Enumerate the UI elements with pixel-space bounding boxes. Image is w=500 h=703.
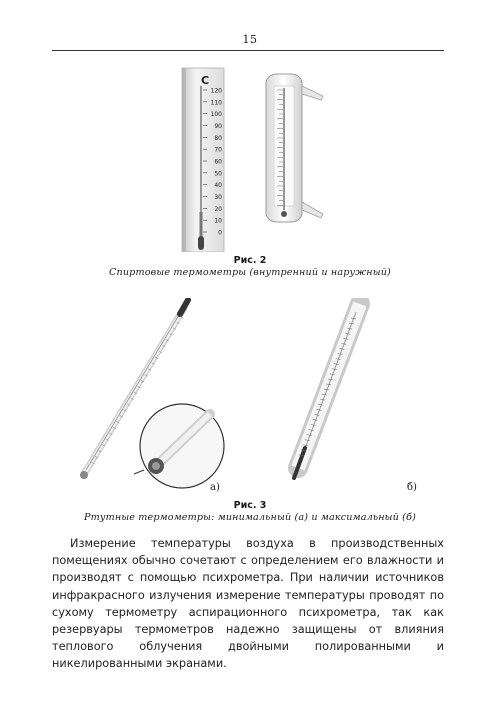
scale-tick-label: 40 xyxy=(214,182,222,190)
mercury-thermometers-illustration xyxy=(70,298,430,494)
scale-tick-label: 100 xyxy=(210,111,222,119)
scale-tick-label: 20 xyxy=(214,205,222,213)
page-number: 15 xyxy=(242,33,258,46)
scale-tick-label: 110 xyxy=(210,99,222,107)
figure-2-caption-title: Рис. 2 xyxy=(233,255,267,266)
figure-3-label-b: б) xyxy=(407,482,417,493)
scale-tick-label: 0 xyxy=(218,229,222,237)
thermometers-illustration xyxy=(178,64,326,252)
figure-3-image xyxy=(70,298,430,494)
scale-tick-label: 50 xyxy=(214,170,222,178)
maximum-thermometer xyxy=(294,304,360,478)
scale-tick-label: 60 xyxy=(214,158,222,166)
body-text xyxy=(52,535,444,673)
magnifier-inset xyxy=(134,404,224,488)
body-paragraph: Измерение температуры воздуха в производственных помещениях обычно сочетают с определением его влажности и производят с помощью психрометра. При наличии источников инфракрасного излучения измерение температуры проводят по сухому термометру аспирационного психрометра, так как резервуары термометров надежно защищены от влияния теплового облучения двойными полированными и никелированными экранами. xyxy=(52,537,444,671)
alcohol-bulb xyxy=(198,236,204,250)
figure-2-image xyxy=(178,64,326,252)
scale-tick-label: 80 xyxy=(214,134,222,142)
scale-unit-label: C xyxy=(200,74,210,87)
figure-2-caption-text: Спиртовые термометры (внутренний и наружный) xyxy=(109,267,391,278)
figure-3-caption-text: Ртутные термометры: минимальный (а) и максимальный (б) xyxy=(84,512,416,523)
scale-tick-label: 10 xyxy=(214,217,222,225)
scale-tick-label: 30 xyxy=(214,194,222,201)
header-rule xyxy=(52,50,444,51)
figure-3-caption-title: Рис. 3 xyxy=(233,500,267,511)
scale-tick-label: 70 xyxy=(214,146,222,154)
scale-tick-label: 90 xyxy=(214,123,222,130)
scale-tick-label: 120 xyxy=(210,87,222,95)
figure-3-label-a: а) xyxy=(210,482,220,493)
